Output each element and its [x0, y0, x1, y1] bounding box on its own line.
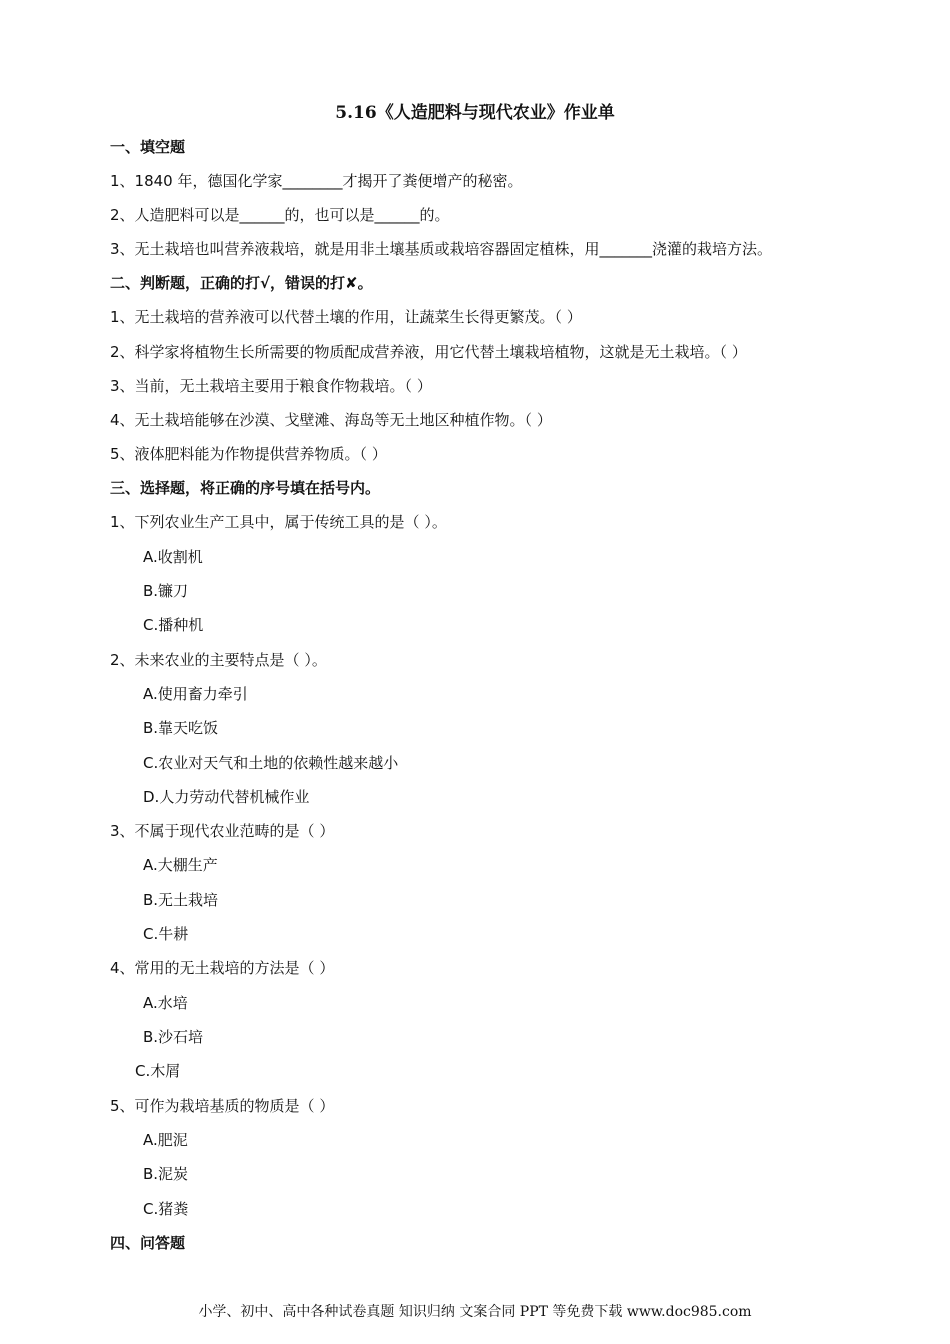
section-heading-true-false: 二、判断题，正确的打√，错误的打✘。 — [110, 274, 373, 292]
choice-option: C.播种机 — [143, 616, 204, 634]
choice-option: A.收割机 — [143, 548, 203, 566]
question-text: 5、液体肥料能为作物提供营养物质。（ ） — [110, 445, 387, 463]
question-text: 1、无土栽培的营养液可以代替土壤的作用，让蔬菜生长得更繁茂。（ ） — [110, 308, 582, 326]
question-stem: 5、可作为栽培基质的物质是（ ） — [110, 1097, 335, 1115]
question-stem: 3、不属于现代农业范畴的是（ ） — [110, 822, 335, 840]
choice-option: C.牛耕 — [143, 925, 189, 943]
question-stem: 2、未来农业的主要特点是（ ）。 — [110, 651, 327, 669]
section-heading-multiple-choice: 三、选择题，将正确的序号填在括号内。 — [110, 479, 381, 497]
page-title: 5.16《人造肥料与现代农业》作业单 — [335, 103, 615, 123]
section-heading-fill-blank: 一、填空题 — [110, 138, 186, 156]
choice-option: A.水培 — [143, 994, 188, 1012]
choice-option: C.木屑 — [135, 1062, 181, 1080]
choice-option: A.使用畜力牵引 — [143, 685, 248, 703]
choice-option: A.大棚生产 — [143, 856, 218, 874]
question-stem: 1、下列农业生产工具中，属于传统工具的是（ ）。 — [110, 513, 447, 531]
question-stem: 4、常用的无土栽培的方法是（ ） — [110, 959, 335, 977]
question-text: 2、科学家将植物生长所需要的物质配成营养液，用它代替土壤栽培植物，这就是无土栽培。（ ） — [110, 343, 747, 361]
question-text: 4、无土栽培能够在沙漠、戈壁滩、海岛等无土地区种植作物。（ ） — [110, 411, 552, 429]
choice-option: D.人力劳动代替机械作业 — [143, 788, 310, 806]
page-footer: 小学、初中、高中各种试卷真题 知识归纳 文案合同 PPT 等免费下载 www.doc985.com — [198, 1304, 752, 1320]
section-heading-short-answer: 四、问答题 — [110, 1234, 186, 1252]
question-text: 1、1840 年，德国化学家________才揭开了粪便增产的秘密。 — [110, 172, 523, 190]
choice-option: B.泥炭 — [143, 1165, 189, 1183]
choice-option: A.肥泥 — [143, 1131, 188, 1149]
question-text: 3、无土栽培也叫营养液栽培，就是用非土壤基质或栽培容器固定植株，用_______浇灌的栽培方法。 — [110, 240, 773, 258]
choice-option: B.镰刀 — [143, 582, 189, 600]
choice-option: B.无土栽培 — [143, 891, 219, 909]
question-text: 2、人造肥料可以是______的，也可以是______的。 — [110, 206, 450, 224]
choice-option: B.沙石培 — [143, 1028, 204, 1046]
choice-option: C.猪粪 — [143, 1200, 189, 1218]
choice-option: B.靠天吃饭 — [143, 719, 219, 737]
question-text: 3、当前，无土栽培主要用于粮食作物栽培。（ ） — [110, 377, 432, 395]
choice-option: C.农业对天气和土地的依赖性越来越小 — [143, 754, 399, 772]
